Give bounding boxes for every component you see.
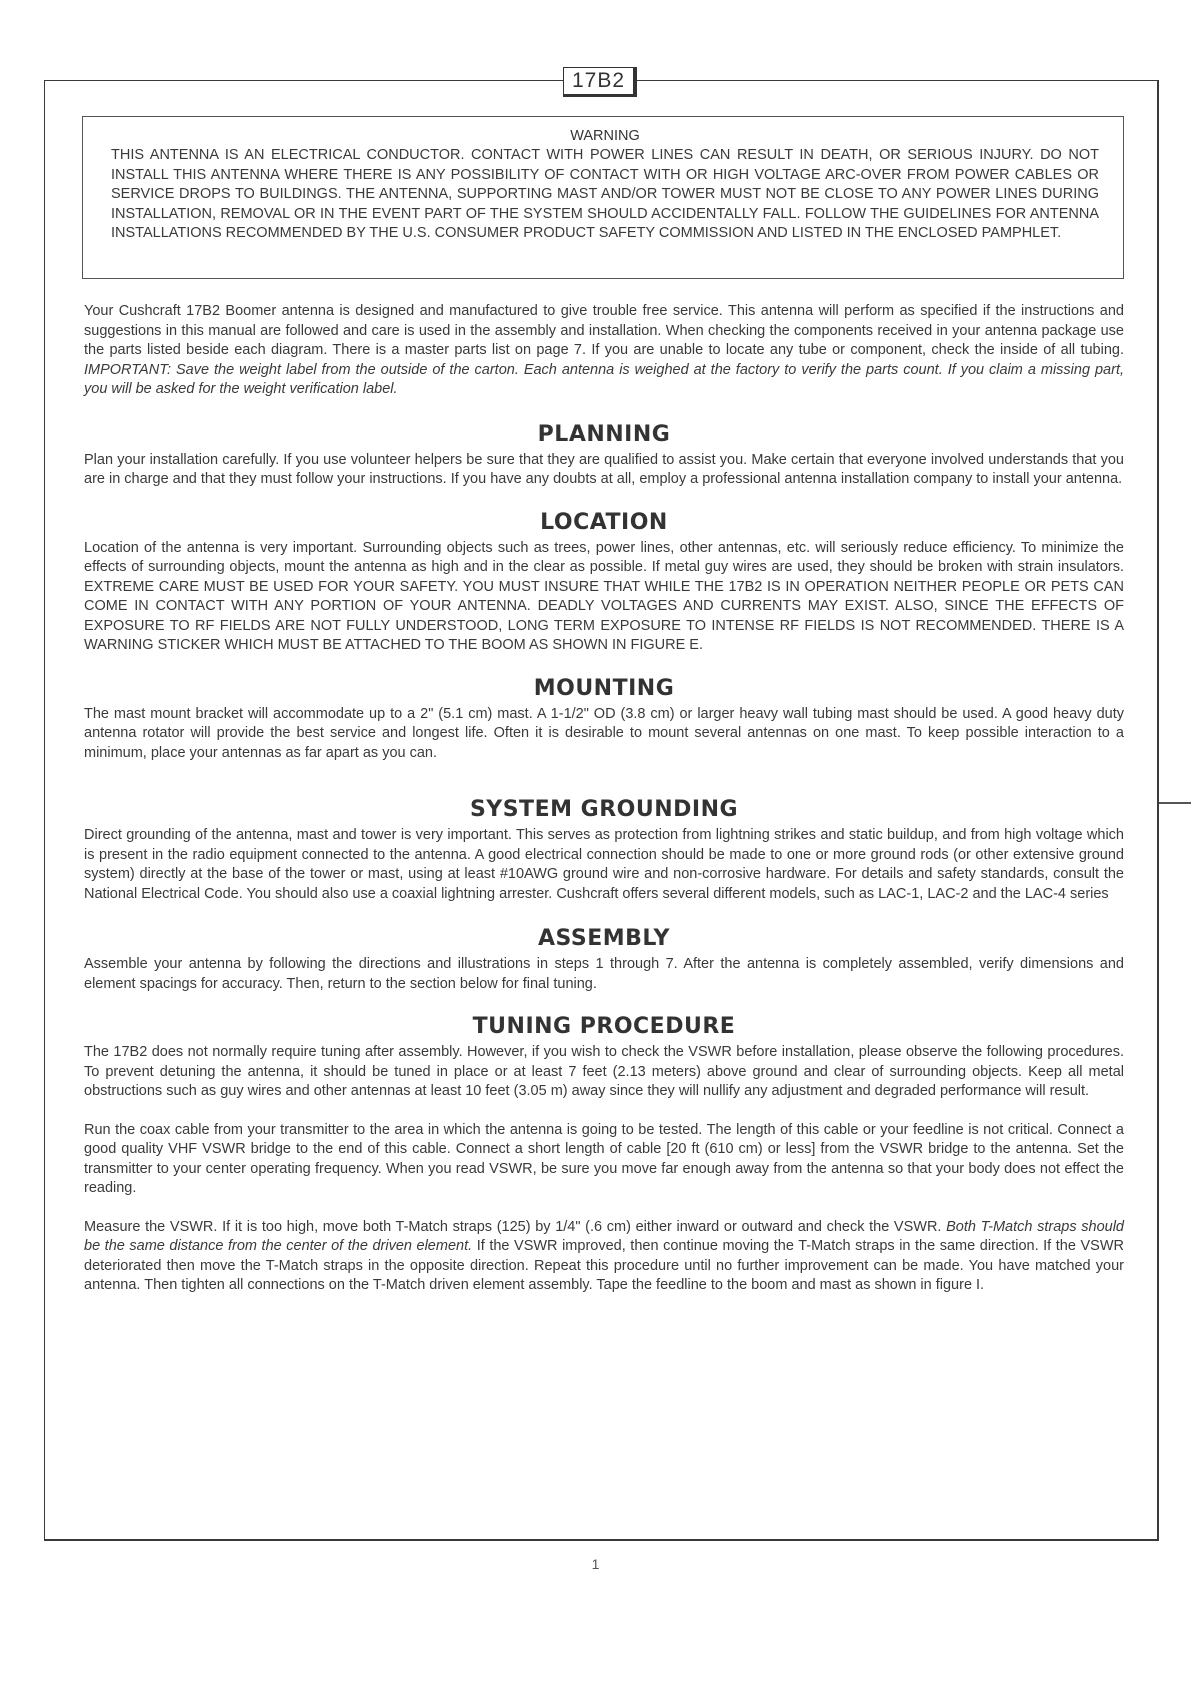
warning-title: WARNING [570,128,640,144]
mounting-paragraph: The mast mount bracket will accommodate up to a 2" (5.1 cm) mast. A 1-1/2" OD (3.8 cm) or larger heavy wall tubing mast should be used. A good heavy duty antenna rotator will provide the best service and longest life. Often it is desirable to mount several antennas on one mast. To keep possible interaction to a minimum, place your antennas as far apart as you can. [84,705,1124,761]
grounding-heading: SYSTEM GROUNDING [469,797,739,822]
tuning-heading: TUNING PROCEDURE [472,1014,736,1039]
tuning-paragraph-3 [84,1218,1124,1296]
planning-paragraph: Plan your installation carefully. If you use volunteer helpers be sure that they are qualified to assist you. Make certain that everyone involved understands that you are in charge and that they must follow your instructions. If you have any doubts at all, employ a professional antenna installation company to install your antenna. [84,451,1124,487]
model-badge: 17B2 [563,67,637,97]
main-content [84,302,1124,1296]
tuning-p3-start: Measure the VSWR. If it is too high, move both T-Match straps (125) by 1/4" (.6 cm) either inward or outward and check the VSWR. [84,1218,947,1235]
warning-box [82,116,1124,279]
intro-text: Your Cushcraft 17B2 Boomer antenna is designed and manufactured to give trouble free service. This antenna will perform as specified if the instructions and suggestions in this manual are followed and care is used in the assembly and installation. When checking the components received in your antenna package use the parts listed beside each diagram. There is a master parts list on page 7. If you are unable to locate any tube or component, check the inside of all tubing. [84,303,1124,358]
grounding-paragraph: Direct grounding of the antenna, mast and tower is very important. This serves as protection from lightning strikes and static buildup, and from high voltage which is present in the radio equipment connected to the antenna. A good electrical connection should be made to one or more ground rods (or other extensive ground system) directly at the base of the tower or mast, using at least #10AWG ground wire and non-corrosive hardware. For details and safety standards, consult the National Electrical Code. You should also use a coaxial lightning arrester. Cushcraft offers several different models, such as LAC-1, LAC-2 and the LAC-4 series [84,827,1124,902]
location-paragraph: Location of the antenna is very important. Surrounding objects such as trees, power lines, other antennas, etc. will seriously reduce efficiency. To minimize the effects of surrounding objects, mount the antenna as high and in the clear as possible. If metal guy wires are used, they should be broken with strain insulators. EXTREME CARE MUST BE USED FOR YOUR SAFETY. YOU MUST INSURE THAT WHILE THE 17B2 IS IN OPERATION NEITHER PEOPLE OR PETS CAN COME IN CONTACT WITH ANY PORTION OF YOUR ANTENNA. DEADLY VOLTAGES AND CURRENTS MAY EXIST. ALSO, SINCE THE EFFECTS OF EXPOSURE TO RF FIELDS ARE NOT FULLY UNDERSTOOD, LONG TERM EXPOSURE TO INTENSE RF FIELDS IS NOT RECOMMENDED. THERE IS A WARNING STICKER WHICH MUST BE ATTACHED TO THE BOOM AS SHOWN IN FIGURE E. [84,539,1124,653]
assembly-paragraph: Assemble your antenna by following the directions and illustrations in steps 1 through 7. After the antenna is completely assembled, verify dimensions and element spacings for accuracy. Then, return to the section below for final tuning. [84,956,1124,992]
warning-text: THIS ANTENNA IS AN ELECTRICAL CONDUCTOR. CONTACT WITH POWER LINES CAN RESULT IN DEATH, OR SERIOUS INJURY. DO NOT INSTALL THIS ANTENNA WHERE THERE IS ANY POSSIBILITY OF CONTACT WITH OR HIGH VOLTAGE ARC-OVER FROM POWER CABLES OR SERVICE DROPS TO BUILDINGS. THE ANTENNA, SUPPORTING MAST AND/OR TOWER MUST NOT BE CLOSE TO ANY POWER LINES DURING INSTALLATION, REMOVAL OR IN THE EVENT PART OF THE SYSTEM SHOULD ACCIDENTALLY FALL. FOLLOW THE GUIDELINES FOR ANTENNA INSTALLATIONS RECOMMENDED BY THE U.S. CONSUMER PRODUCT SAFETY COMMISSION AND LISTED IN THE ENCLOSED PAMPHLET. [111,147,1099,241]
tuning-paragraph-2: Run the coax cable from your transmitter to the area in which the antenna is going to be tested. The length of this cable or your feedline is not critical. Connect a good quality VHF VSWR bridge to the end of this cable. Connect a short length of cable [20 ft (610 cm) or less] from the VSWR bridge to the antenna. Set the transmitter to your center operating frequency. When you read VSWR, be sure you move far enough away from the antenna so that your body does not effect the reading. [84,1121,1124,1196]
assembly-heading: ASSEMBLY [538,926,670,951]
location-heading: LOCATION [540,509,668,535]
tuning-p3-italic: Both T-Match straps should be the same distance from the center of the driven element. [84,1218,1125,1254]
scan-mark [1159,802,1191,804]
tuning-p3-end: If the VSWR improved, then continue moving the T-Match straps in the same direction. If the VSWR deteriorated then move the T-Match straps in the opposite direction. Repeat this procedure until no further improvement can be made. You have matched your antenna. Then tighten all connections on the T-Match driven element assembly. Tape the feedline to the boom and mast as shown in figure I. [84,1238,1124,1293]
intro-paragraph [84,302,1124,400]
tuning-paragraph-1: The 17B2 does not normally require tuning after assembly. However, if you wish to check the VSWR before installation, please observe the following procedures. To prevent detuning the antenna, it should be tuned in place or at least 7 feet (2.13 meters) above ground and clear of surrounding objects. Keep all metal obstructions such as guy wires and other antennas at least 10 feet (3.05 m) away since they will nullify any adjustment and degraded performance will result. [84,1044,1124,1099]
mounting-heading: MOUNTING [533,675,675,701]
planning-heading: PLANNING [537,421,671,447]
intro-important: IMPORTANT: Save the weight label from the outside of the carton. Each antenna is weighed at the factory to verify the parts count. If you claim a missing part, you will be asked for the weight verification label. [84,361,1124,397]
page-number: 1 [591,1556,600,1572]
